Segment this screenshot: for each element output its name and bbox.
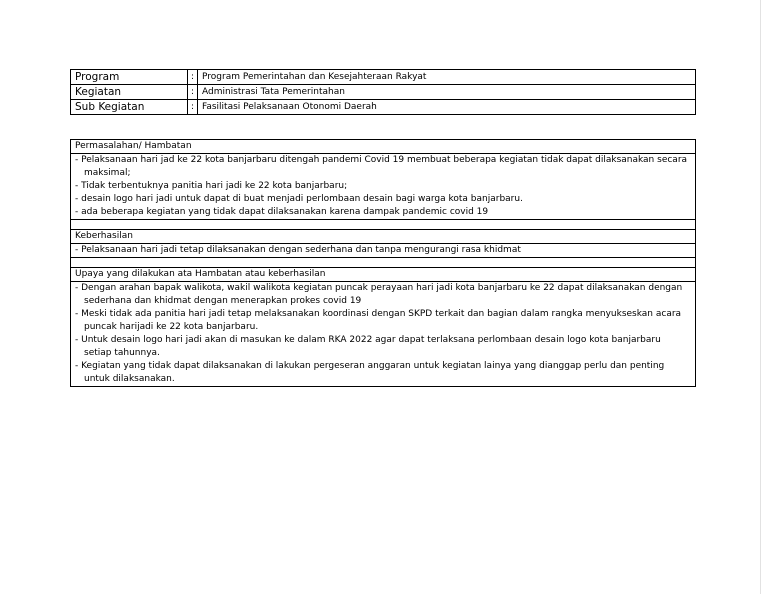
upaya-item: - Untuk desain logo hari jadi akan di masukan ke dalam RKA 2022 agar dapat terlaksana perlombaan desain logo kota banjarbaru setiap tahunnya. bbox=[75, 335, 661, 358]
upaya-body-row bbox=[71, 282, 696, 387]
sub-kegiatan-value: Fasilitasi Pelaksanaan Otonomi Daerah bbox=[198, 100, 696, 115]
kegiatan-colon: : bbox=[188, 85, 198, 100]
spacer-cell bbox=[71, 220, 696, 230]
spacer-row bbox=[71, 258, 696, 268]
upaya-header-row bbox=[71, 268, 696, 282]
kegiatan-row bbox=[71, 85, 696, 100]
kegiatan-label: Kegiatan bbox=[71, 85, 188, 100]
sub-kegiatan-label: Sub Kegiatan bbox=[71, 100, 188, 115]
sub-kegiatan-colon: : bbox=[188, 100, 198, 115]
upaya-body bbox=[71, 282, 696, 387]
spacer-cell bbox=[71, 258, 696, 268]
permasalahan-item: - Tidak terbentuknya panitia hari jadi ke 22 kota banjarbaru; bbox=[75, 181, 348, 191]
keberhasilan-title: Keberhasilan bbox=[71, 230, 696, 244]
upaya-title: Upaya yang dilakukan ata Hambatan atau keberhasilan bbox=[71, 268, 696, 282]
keberhasilan-item: - Pelaksanaan hari jadi tetap dilaksanakan dengan sederhana dan tanpa mengurangi rasa khidmat bbox=[75, 245, 521, 255]
permasalahan-item: - desain logo hari jadi untuk dapat di buat menjadi perlombaan desain bagi warga kota banjarbaru. bbox=[75, 194, 523, 204]
sub-kegiatan-row bbox=[71, 100, 696, 115]
kegiatan-value: Administrasi Tata Pemerintahan bbox=[198, 85, 696, 100]
upaya-item: - Dengan arahan bapak walikota, wakil walikota kegiatan puncak perayaan hari jadi kota banjarbaru ke 22 dapat dilaksanakan dengan sederhana dan khidmat dengan menerapkan prokes covid 19 bbox=[75, 283, 683, 306]
keberhasilan-header-row bbox=[71, 230, 696, 244]
upaya-item: - Meski tidak ada panitia hari jadi tetap melaksanakan koordinasi dengan SKPD terkait dan bagian dalam rangka menyukseskan acara puncak harijadi ke 22 kota banjarbaru. bbox=[75, 309, 682, 332]
permasalahan-header-row bbox=[71, 140, 696, 154]
permasalahan-body bbox=[71, 154, 696, 220]
keberhasilan-body-row bbox=[71, 244, 696, 258]
program-value: Program Pemerintahan dan Kesejahteraan Rakyat bbox=[198, 70, 696, 85]
program-info-table bbox=[70, 69, 696, 115]
permasalahan-body-row bbox=[71, 154, 696, 220]
upaya-item: - Kegiatan yang tidak dapat dilaksanakan di lakukan pergeseran anggaran untuk kegiatan lainya yang dianggap perlu dan penting untuk dilaksanakan. bbox=[75, 361, 665, 384]
permasalahan-item: - ada beberapa kegiatan yang tidak dapat dilaksanakan karena dampak pandemic covid 19 bbox=[75, 207, 489, 217]
page-edge-line bbox=[760, 0, 761, 594]
permasalahan-item: - Pelaksanaan hari jad ke 22 kota banjarbaru ditengah pandemi Covid 19 membuat beberapa kegiatan tidak dapat dilaksanakan secara maksimal; bbox=[75, 155, 688, 178]
spacer-row bbox=[71, 220, 696, 230]
program-label: Program bbox=[71, 70, 188, 85]
permasalahan-title: Permasalahan/ Hambatan bbox=[71, 140, 696, 154]
keberhasilan-body bbox=[71, 244, 696, 258]
program-row bbox=[71, 70, 696, 85]
evaluation-table bbox=[70, 139, 696, 387]
program-colon: : bbox=[188, 70, 198, 85]
